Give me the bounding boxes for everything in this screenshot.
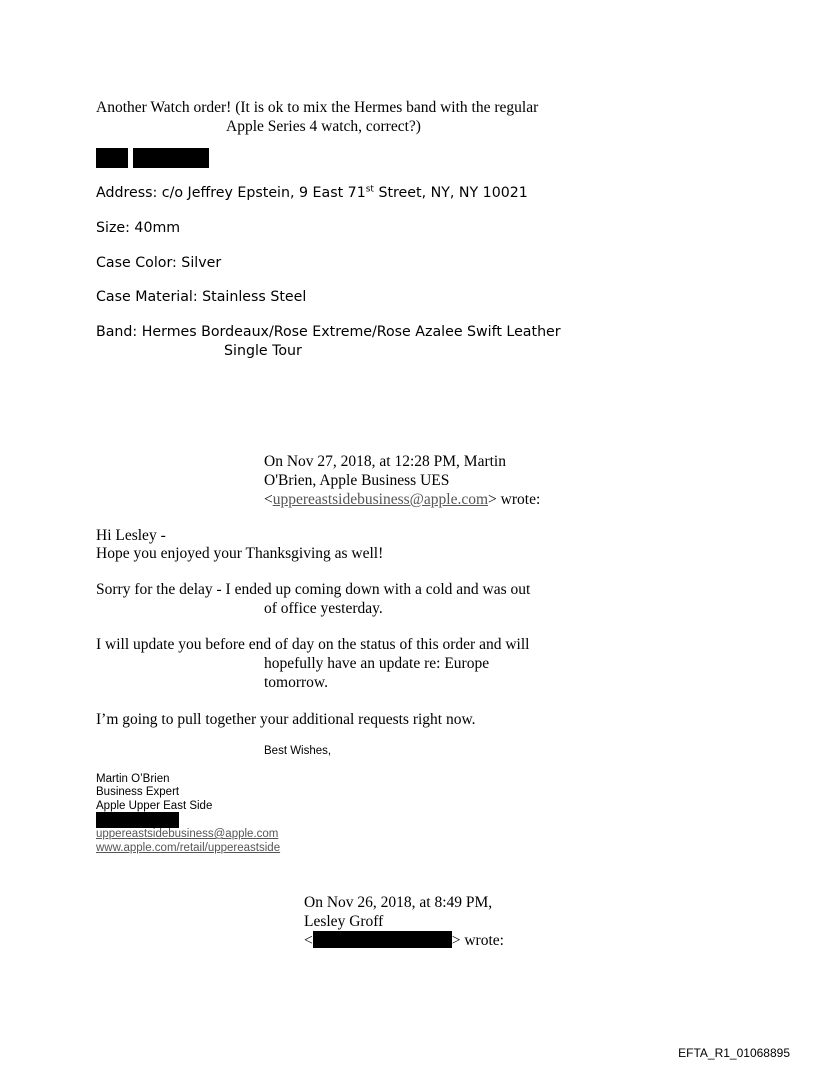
reply-sorry-line-2: of office yesterday.: [264, 600, 383, 617]
quote1-header-line-2: O'Brien, Apple Business UES: [264, 472, 450, 489]
reply-greeting: Hi Lesley -: [96, 527, 166, 544]
redaction-box: [96, 148, 128, 168]
quote2-header-line-2: Lesley Groff: [304, 913, 384, 930]
order-case-color: Case Color: Silver: [96, 255, 222, 271]
signature-email-link[interactable]: uppereastsidebusiness@apple.com: [96, 828, 279, 840]
order-size: Size: 40mm: [96, 220, 181, 236]
reply-update-line-2: hopefully have an update re: Europe: [264, 655, 490, 672]
address-superscript: st: [365, 184, 374, 195]
signature-website-link[interactable]: www.apple.com/retail/uppereastside: [96, 842, 281, 854]
reply-update-line-1: I will update you before end of day on the status of this order and will: [96, 636, 530, 653]
signature-name: Martin O’Brien: [96, 773, 170, 785]
address-text: Address: c/o Jeffrey Epstein, 9 East 71: [96, 185, 366, 201]
wrote-text: > wrote:: [451, 932, 504, 949]
quote2-header-line-1: On Nov 26, 2018, at 8:49 PM,: [304, 894, 493, 911]
quote1-email-link[interactable]: uppereastsidebusiness@apple.com: [272, 491, 489, 508]
order-band-line-1: Band: Hermes Bordeaux/Rose Extreme/Rose Azalee Swift Leather: [96, 324, 561, 340]
wrote-text: > wrote:: [488, 491, 541, 508]
reply-sorry-line-1: Sorry for the delay - I ended up coming down with a cold and was out: [96, 581, 531, 598]
quote2-header-line-3: [304, 931, 504, 950]
address-text-end: Street, NY, NY 10021: [373, 185, 528, 201]
signature-title: Business Expert: [96, 786, 180, 798]
signature-store: Apple Upper East Side: [96, 800, 213, 812]
signature-closing: Best Wishes,: [264, 745, 332, 757]
document-id: EFTA_R1_01068895: [678, 1046, 790, 1060]
redaction-box: [96, 812, 179, 828]
intro-line-1: Another Watch order! (It is ok to mix the Hermes band with the regular: [96, 99, 539, 116]
redaction-box: [313, 931, 452, 948]
order-band-line-2: Single Tour: [224, 343, 302, 359]
angle-open: <: [264, 491, 273, 508]
quote1-header-line-3: [264, 490, 540, 509]
angle-open: <: [304, 932, 313, 949]
redaction-box: [133, 148, 209, 168]
order-case-material: Case Material: Stainless Steel: [96, 289, 307, 305]
reply-update-line-3: tomorrow.: [264, 674, 328, 691]
reply-thanks: Hope you enjoyed your Thanksgiving as well!: [96, 545, 384, 562]
intro-line-2: Apple Series 4 watch, correct?): [226, 118, 421, 135]
order-address: [96, 184, 528, 203]
quote1-header-line-1: On Nov 27, 2018, at 12:28 PM, Martin: [264, 453, 506, 470]
reply-pull-line: I’m going to pull together your additional requests right now.: [96, 711, 476, 728]
